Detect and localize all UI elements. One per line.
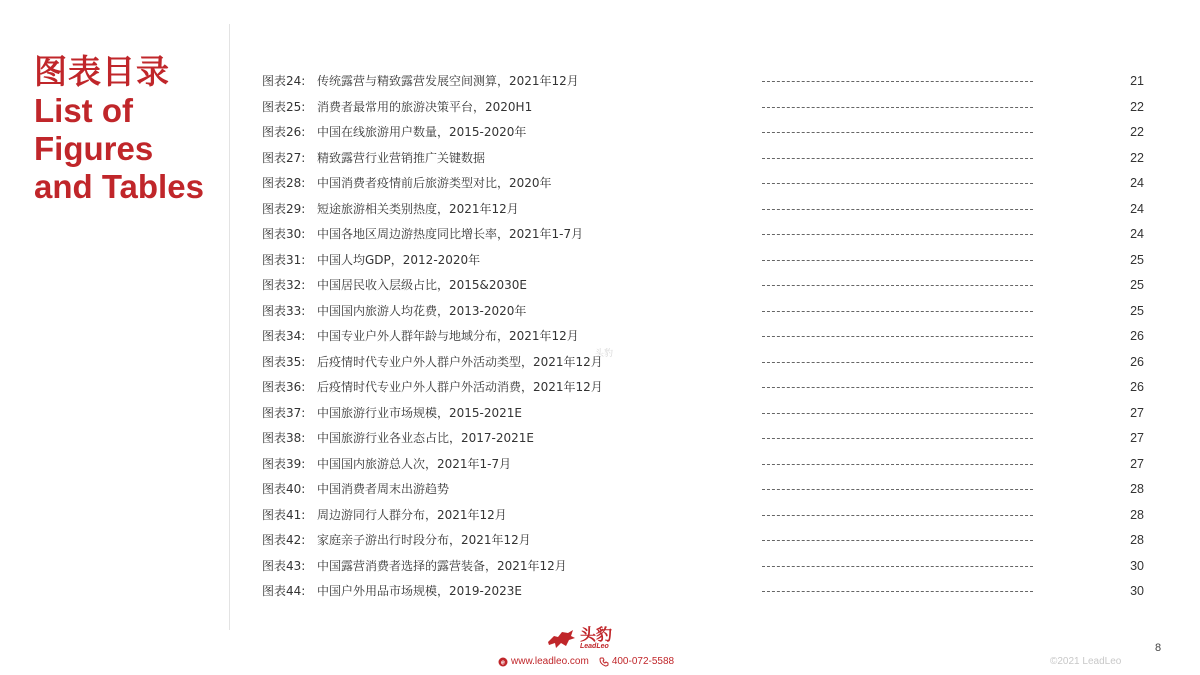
toc-leader-line: [762, 81, 1033, 82]
toc-entry-page: 21: [1130, 74, 1144, 88]
logo-chinese: 头豹: [580, 625, 613, 644]
toc-leader-line: [762, 591, 1033, 592]
toc-entry-label: 图表42:: [262, 533, 306, 547]
copyright: ©2021 LeadLeo: [1050, 656, 1122, 667]
toc-entry-page: 27: [1130, 431, 1144, 445]
toc-leader-line: [762, 362, 1033, 363]
toc-entry[interactable]: [262, 324, 1148, 350]
toc-entry-title: 中国在线旅游用户数量，2015-2020年: [317, 125, 527, 139]
toc-leader-line: [762, 489, 1033, 490]
toc-entry-label: 图表36:: [262, 380, 306, 394]
toc-leader-line: [762, 158, 1033, 159]
toc-entry-title: 家庭亲子游出行时段分布，2021年12月: [317, 533, 531, 547]
toc-entry[interactable]: [262, 120, 1148, 146]
title-english-line-3: and Tables: [34, 168, 204, 205]
toc-entry[interactable]: [262, 579, 1148, 605]
toc-entry-label: 图表40:: [262, 482, 306, 496]
logo-english: LeadLeo: [580, 643, 609, 650]
footer-contact: [498, 656, 674, 667]
toc-entry-page: 27: [1130, 456, 1144, 471]
toc-entry-label: 图表39:: [262, 456, 306, 471]
footer-logo: [546, 627, 612, 651]
toc-leader-line: [762, 540, 1033, 541]
toc-leader-line: [762, 132, 1033, 133]
phone-icon: [599, 657, 609, 667]
toc-entry-label: 图表44:: [262, 584, 306, 598]
toc-leader-line: [762, 336, 1033, 337]
toc-entry-title: 中国旅游行业市场规模，2015-2021E: [317, 405, 522, 420]
toc-entry-title: 中国专业户外人群年龄与地域分布，2021年12月: [317, 329, 579, 343]
toc-leader-line: [762, 107, 1033, 108]
toc-entry[interactable]: [262, 171, 1148, 197]
toc-entry[interactable]: [262, 350, 1148, 376]
toc-entry-label: 图表24:: [262, 74, 306, 88]
toc-entry-page: 24: [1130, 176, 1144, 190]
toc-entry-label: 图表33:: [262, 303, 306, 318]
toc-entry-label: 图表32:: [262, 278, 306, 292]
website-link[interactable]: www.leadleo.com: [511, 656, 589, 667]
toc-entry-label: 图表37:: [262, 405, 306, 420]
toc-entry[interactable]: [262, 528, 1148, 554]
toc-leader-line: [762, 515, 1033, 516]
toc-entry[interactable]: [262, 248, 1148, 274]
svg-text:e: e: [501, 659, 505, 666]
toc-entry-label: 图表41:: [262, 507, 306, 522]
toc-entry[interactable]: [262, 401, 1148, 427]
toc-entry-page: 22: [1130, 150, 1144, 165]
toc-entry-title: 中国国内旅游总人次，2021年1-7月: [317, 456, 512, 471]
toc-entry-label: 图表34:: [262, 329, 306, 343]
toc-entry-title: 后疫情时代专业户外人群户外活动消费，2021年12月: [317, 380, 603, 394]
toc-entry-title: 中国人均GDP，2012-2020年: [317, 252, 481, 267]
toc-leader-line: [762, 464, 1033, 465]
toc-leader-line: [762, 209, 1033, 210]
toc-entry[interactable]: [262, 554, 1148, 580]
toc-entry-label: 图表28:: [262, 176, 306, 190]
toc-leader-line: [762, 183, 1033, 184]
toc-entry-label: 图表25:: [262, 99, 306, 114]
toc-entry[interactable]: [262, 69, 1148, 95]
page-title: [34, 52, 204, 206]
toc-leader-line: [762, 311, 1033, 312]
toc-leader-line: [762, 438, 1033, 439]
toc-entry[interactable]: [262, 95, 1148, 121]
toc-entry-title: 中国消费者疫情前后旅游类型对比，2020年: [317, 176, 552, 190]
toc-entry[interactable]: [262, 503, 1148, 529]
toc-leader-line: [762, 566, 1033, 567]
leopard-logo-icon: [546, 628, 576, 650]
toc-entry-page: 24: [1130, 227, 1144, 241]
watermark: 头豹: [595, 349, 614, 359]
toc-entry-page: 28: [1130, 533, 1144, 547]
toc-entry[interactable]: [262, 222, 1148, 248]
toc-entry-title: 消费者最常用的旅游决策平台，2020H1: [317, 99, 533, 114]
title-english-line-1: List of: [34, 92, 133, 129]
toc-entry-label: 图表30:: [262, 227, 306, 241]
toc-entry-label: 图表31:: [262, 252, 306, 267]
toc-entry[interactable]: [262, 426, 1148, 452]
toc-entry-title: 后疫情时代专业户外人群户外活动类型，2021年12月: [317, 354, 603, 369]
toc-entry-page: 25: [1130, 303, 1144, 318]
toc-entry-page: 22: [1130, 99, 1144, 114]
toc-entry[interactable]: [262, 452, 1148, 478]
toc-entry[interactable]: [262, 146, 1148, 172]
toc-leader-line: [762, 285, 1033, 286]
toc-entry-title: 中国旅游行业各业态占比，2017-2021E: [317, 431, 534, 445]
toc-entry-page: 25: [1130, 278, 1144, 292]
toc-entry-title: 中国各地区周边游热度同比增长率，2021年1-7月: [317, 227, 584, 241]
toc-entry[interactable]: [262, 273, 1148, 299]
vertical-divider: [229, 24, 230, 630]
toc-entry-title: 中国国内旅游人均花费，2013-2020年: [317, 303, 527, 318]
toc-entry-title: 中国露营消费者选择的露营装备，2021年12月: [317, 558, 567, 573]
toc-entry-page: 24: [1130, 201, 1144, 216]
toc-leader-line: [762, 413, 1033, 414]
toc-entry[interactable]: [262, 197, 1148, 223]
toc-entry-title: 精致露营行业营销推广关键数据: [317, 150, 486, 165]
toc-entry-title: 短途旅游相关类别热度，2021年12月: [317, 201, 519, 216]
toc-entry-page: 30: [1130, 558, 1144, 573]
toc-entry-title: 中国消费者周末出游趋势: [317, 482, 450, 496]
toc-entry-label: 图表29:: [262, 201, 306, 216]
toc-entry[interactable]: [262, 477, 1148, 503]
toc-entry-label: 图表43:: [262, 558, 306, 573]
toc-entry-title: 中国户外用品市场规模，2019-2023E: [317, 584, 522, 598]
toc-entry[interactable]: [262, 375, 1148, 401]
toc-entry[interactable]: [262, 299, 1148, 325]
toc-entry-page: 26: [1130, 329, 1144, 343]
web-icon: [498, 657, 508, 667]
toc-entry-label: 图表38:: [262, 431, 306, 445]
title-chinese: 图表目录: [34, 52, 170, 91]
toc-entry-page: 26: [1130, 380, 1144, 394]
toc-leader-line: [762, 234, 1033, 235]
toc-entry-title: 中国居民收入层级占比，2015&2030E: [317, 278, 528, 292]
toc-entry-page: 25: [1130, 252, 1144, 267]
toc-entry-title: 周边游同行人群分布，2021年12月: [317, 507, 507, 522]
toc-entry-page: 22: [1130, 125, 1144, 139]
toc-entry-page: 26: [1130, 354, 1144, 369]
toc-entry-title: 传统露营与精致露营发展空间测算，2021年12月: [317, 74, 579, 88]
toc-entry-label: 图表35:: [262, 354, 306, 369]
toc-entry-page: 27: [1130, 405, 1144, 420]
title-english-line-2: Figures: [34, 130, 154, 167]
toc-leader-line: [762, 387, 1033, 388]
toc-entry-label: 图表26:: [262, 125, 306, 139]
toc-entry-page: 28: [1130, 507, 1144, 522]
toc-entry-page: 30: [1130, 584, 1144, 598]
toc-leader-line: [762, 260, 1033, 261]
phone-number: 400-072-5588: [611, 656, 675, 667]
toc-entry-label: 图表27:: [262, 150, 306, 165]
table-of-figures: [262, 69, 1148, 605]
page-number: 8: [1155, 642, 1162, 654]
toc-entry-page: 28: [1130, 482, 1144, 496]
